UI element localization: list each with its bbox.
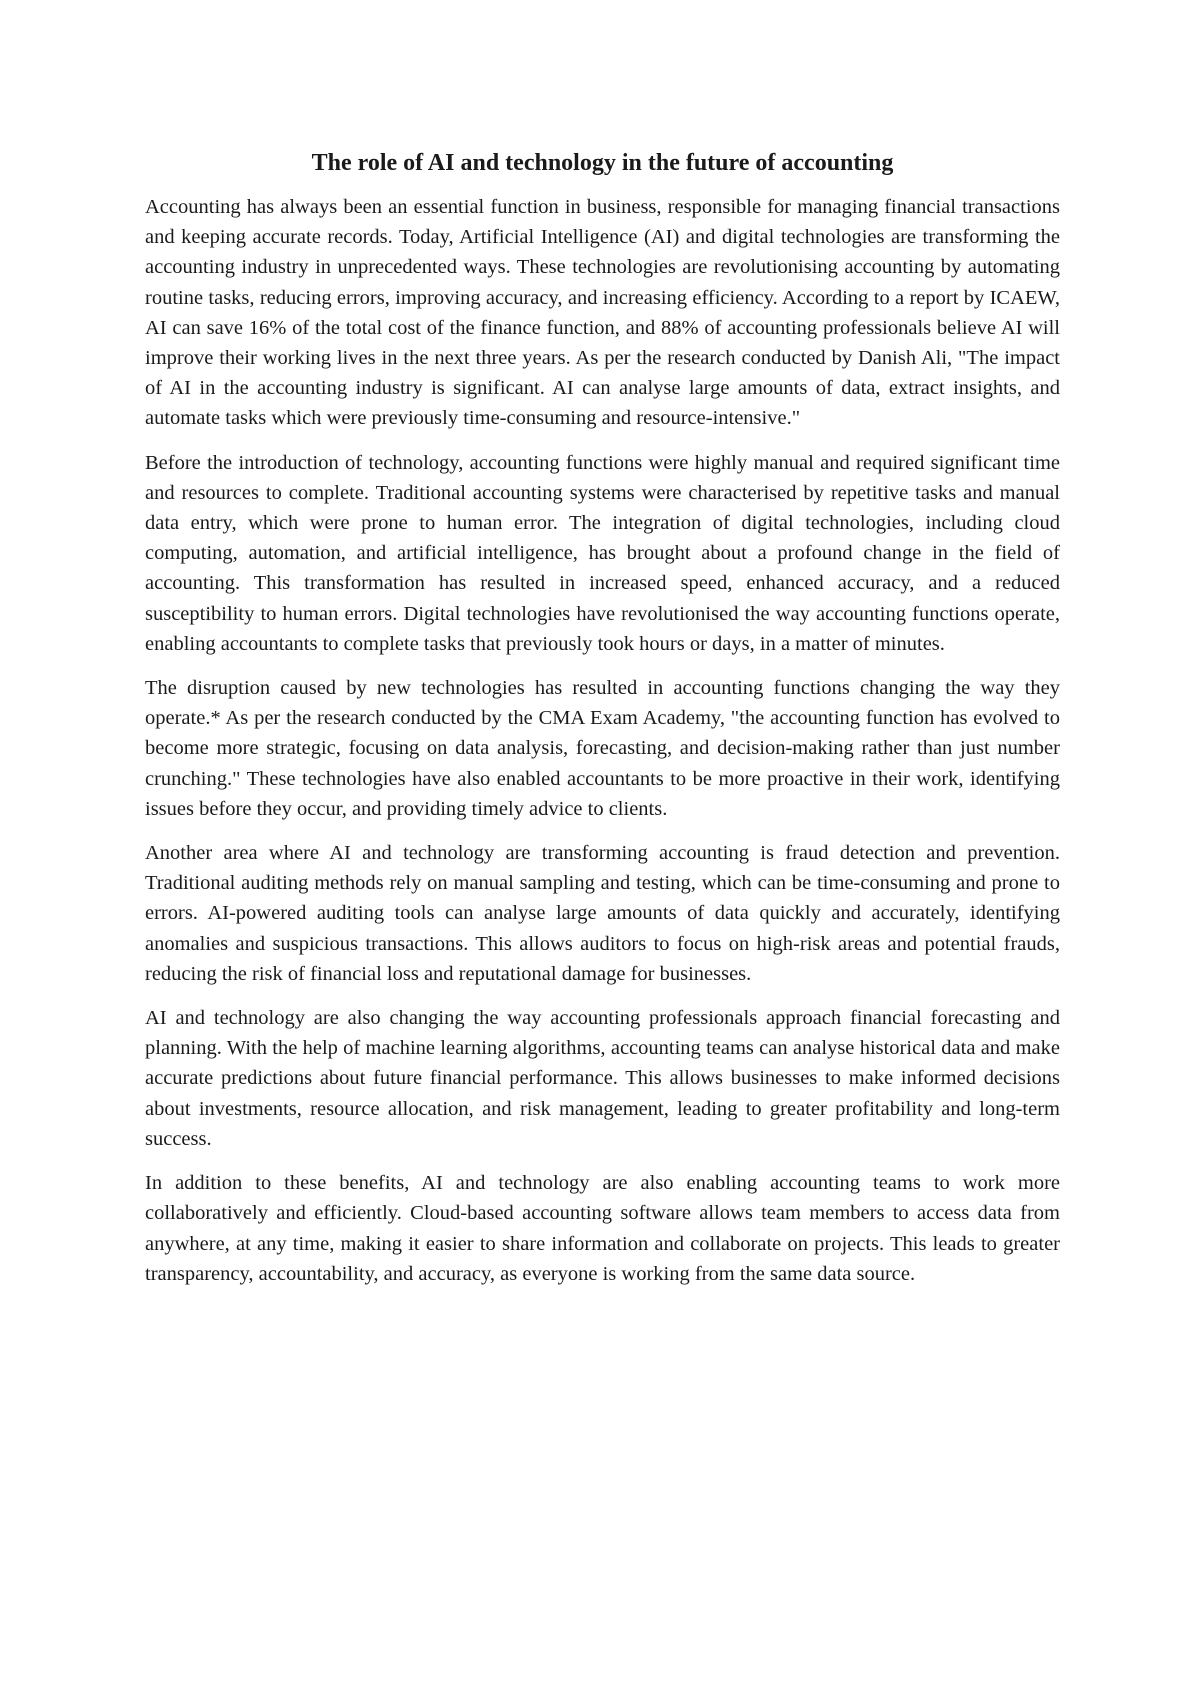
paragraph-before-technology: Before the introduction of technology, accounting functions were highly manual and required significant time and resources to complete. Traditional accounting systems were characterised by repetitive tasks and manual data entry, which were prone to human error. The integration of digital technologies, including cloud computing, automation, and artificial intelligence, has brought about a profound change in the field of accounting. This transformation has resulted in increased speed, enhanced accuracy, and a reduced susceptibility to human errors. Digital technologies have revolutionised the way accounting functions operate, enabling accountants to complete tasks that previously took hours or days, in a matter of minutes. <box>145 451 1060 655</box>
document-body <box>145 146 1060 1303</box>
document-title: The role of AI and technology in the future of accounting <box>311 150 894 176</box>
paragraph-forecasting: AI and technology are also changing the way accounting professionals approach financial forecasting and planning. With the help of machine learning algorithms, accounting teams can analyse historical data and make accurate predictions about future financial performance. This allows businesses to make informed decisions about investments, resource allocation, and risk management, leading to greater profitability and long-term success. <box>145 1007 1060 1150</box>
paragraph-collaboration: In addition to these benefits, AI and technology are also enabling accounting teams to work more collaboratively and efficiently. Cloud-based accounting software allows team members to access data from anywhere, at any time, making it easier to share information and collaborate on projects. This leads to greater transparency, accountability, and accuracy, as everyone is working from the same data source. <box>145 1172 1060 1285</box>
paragraph-intro: Accounting has always been an essential function in business, responsible for managing financial transactions and keeping accurate records. Today, Artificial Intelligence (AI) and digital technologies are transforming the accounting industry in unprecedented ways. These technologies are revolutionising accounting by automating routine tasks, reducing errors, improving accuracy, and increasing efficiency. According to a report by ICAEW, AI can save 16% of the total cost of the finance function, and 88% of accounting professionals believe AI will improve their working lives in the next three years. As per the research conducted by Danish Ali, "The impact of AI in the accounting industry is significant. AI can analyse large amounts of data, extract insights, and automate tasks which were previously time-consuming and resource-intensive." <box>145 196 1060 430</box>
paragraph-fraud-detection: Another area where AI and technology are transforming accounting is fraud detection and prevention. Traditional auditing methods rely on manual sampling and testing, which can be time-consuming and prone to errors. AI-powered auditing tools can analyse large amounts of data quickly and accurately, identifying anomalies and suspicious transactions. This allows auditors to focus on high-risk areas and potential frauds, reducing the risk of financial loss and reputational damage for businesses. <box>145 842 1060 985</box>
paragraph-disruption: The disruption caused by new technologies has resulted in accounting functions changing the way they operate.* As per the research conducted by the CMA Exam Academy, "the accounting function has evolved to become more strategic, focusing on data analysis, forecasting, and decision-making rather than just number crunching." These technologies have also enabled accountants to be more proactive in their work, identifying issues before they occur, and providing timely advice to clients. <box>145 677 1060 820</box>
